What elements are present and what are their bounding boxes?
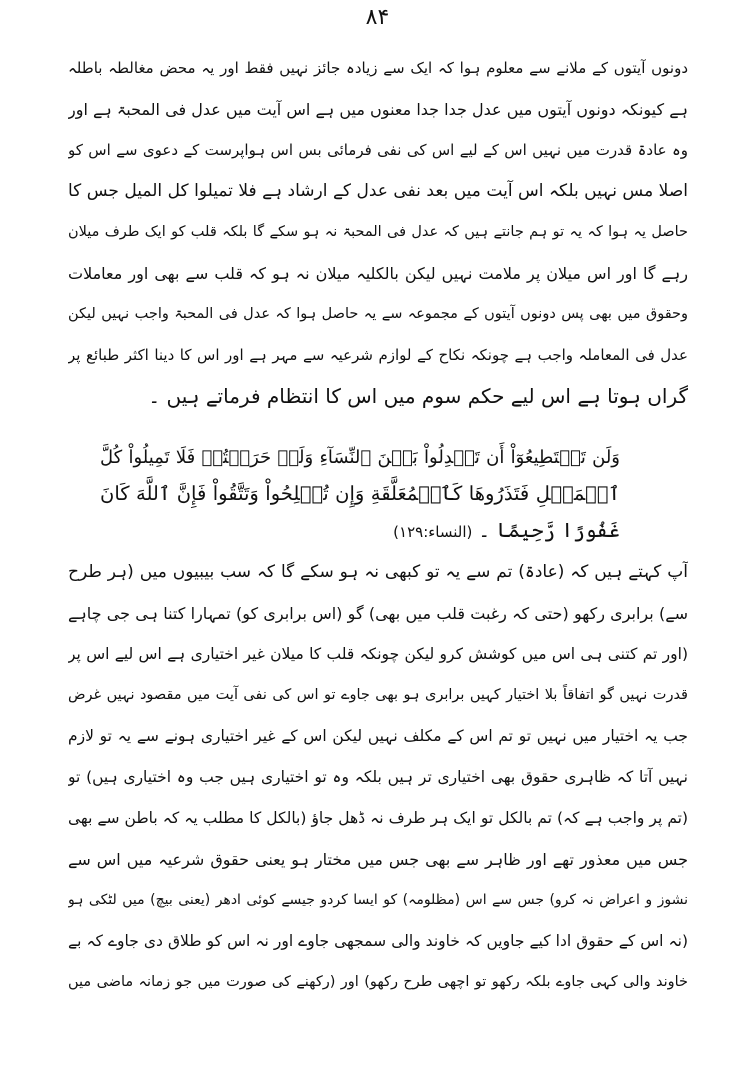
text-line: نہیں آتا کہ ظاہری حقوق بھی اختیاری تر ہیں بلکہ وہ تو اختیاری ہیں جب وہ اختیاری ہیں) تو	[68, 768, 688, 786]
verse-line: ٱلۡمَیۡلِ فَتَذَرُوهَا كَٱلۡمُعَلَّقَةِ وَإِن تُصۡلِحُواْ وَتَتَّقُواْ فَإِنَّ ٱللَّهَ كَانَ	[100, 482, 620, 505]
text-line: نشوز و اعراض نہ کرو) جس سے اس (مظلومہ) کو ایسا کردو جیسے کوئی ادھر (یعنی بیچ) میں لٹکی ہو	[68, 892, 688, 908]
verse-line-last	[100, 512, 620, 548]
text-line: سے) برابری رکھو (حتی کہ رغبت قلب میں بھی) گو (اس برابری کو) تمہارا کتنا ہی جی چاہے	[68, 604, 688, 623]
text-line: گراں ہوتا ہے اس لیے حکم سوم میں اس کا انتظام فرماتے ہیں ۔	[148, 384, 688, 408]
text-line: خاوند والی کہی جاوے بلکہ رکھو تو اچھی طرح رکھو) اور (رکھنے کی صورت میں جو زمانہ ماضی میں	[68, 974, 688, 990]
verse-line-text: غَفُورًا رَّحِیمًا ۔	[478, 518, 620, 542]
text-line: ہے کیونکہ دونوں آیتوں میں عدل جدا جدا معنوں میں ہے اس آیت میں عدل فی المحبۃ ہے اور	[68, 100, 688, 119]
text-line: (نہ اس کے حقوق ادا کیے جاویں کہ خاوند والی سمجھی جاوے اور نہ اس کو طلاق دی جاوے کہ بے	[68, 932, 688, 950]
page-number: ۸۴	[365, 5, 390, 30]
quran-verse	[100, 440, 620, 548]
text-line: جب یہ اختیار میں نہیں تو تم اس کے مکلف نہیں لیکن اس کے غیر اختیاری ہونے سے یہ تو لازم	[68, 727, 688, 745]
paragraph-bottom	[68, 552, 688, 1003]
text-line: اصلا مس نہیں بلکہ اس آیت میں بعد نفی عدل کے ارشاد ہے فلا تمیلوا کل المیل جس کا	[68, 181, 688, 201]
text-line: وہ عادۃ قدرت میں نہیں اس کے لیے اس کی نفی فرمائی بس اس ہواپرست کے دعوی سے اس کو	[68, 141, 688, 159]
text-line: عدل فی المعاملہ واجب ہے چونکہ نکاح کے لوازم شرعیہ سے مہر ہے اور اس کا دینا اکثر طبائع پر	[68, 346, 688, 364]
text-line: (اور تم کتنی ہی اس میں کوشش کرو لیکن چونکہ قلب کا میلان غیر اختیاری ہے اس لیے اس پر	[68, 645, 688, 663]
text-line: آپ کہتے ہیں کہ (عادۃ) تم سے یہ تو کبھی نہ ہو سکے گا کہ سب بیبیوں میں (ہر طرح	[68, 562, 688, 582]
text-line: قدرت نہیں گو اتفاقاً بلا اختیار کہیں برابری ہو بھی جاوے تو اس کی نفی آیت میں مقصود نہیں غرض	[68, 687, 688, 703]
text-line: حاصل یہ ہوا کہ یہ تو ہم جانتے ہیں کہ عدل فی المحبۃ نہ ہو سکے گا بلکہ قلب کو ایک طرف میلان	[68, 224, 688, 240]
verse-line: وَلَن تَسۡتَطِیعُوٓاْ أَن تَعۡدِلُواْ بَیۡنَ ٱلنِّسَآءِ وَلَوۡ حَرَصۡتُمۡ فَلَا تَمِیلُواْ كُلَّ	[100, 447, 620, 468]
text-line: رہے گا اور اس میلان پر ملامت نہیں لیکن بالکلیہ میلان نہ ہو کہ قلب سے بھی اور معاملات	[68, 264, 688, 283]
text-line: (تم پر واجب ہے کہ) تم بالکل تو ایک ہر طرف نہ ڈھل جاؤ (بالکل کا مطلب یہ کہ باطن سے بھی	[68, 809, 688, 827]
text-line: دونوں آیتوں کے ملانے سے معلوم ہوا کہ ایک سے زیادہ جائز نہیں فقط اور یہ محض مغالطہ باطلہ	[68, 59, 688, 77]
text-line: جس میں معذور تھے اور ظاہر سے بھی جس میں مختار ہو یعنی حقوق شرعیہ میں اس سے	[68, 850, 688, 869]
verse-reference: (النساء:۱۲۹)	[393, 523, 473, 541]
paragraph-top	[68, 48, 688, 417]
text-line: وحقوق میں بھی پس دونوں آیتوں کے مجموعہ سے یہ حاصل ہوا کہ عدل فی المحبۃ واجب نہیں لیکن	[68, 306, 688, 322]
